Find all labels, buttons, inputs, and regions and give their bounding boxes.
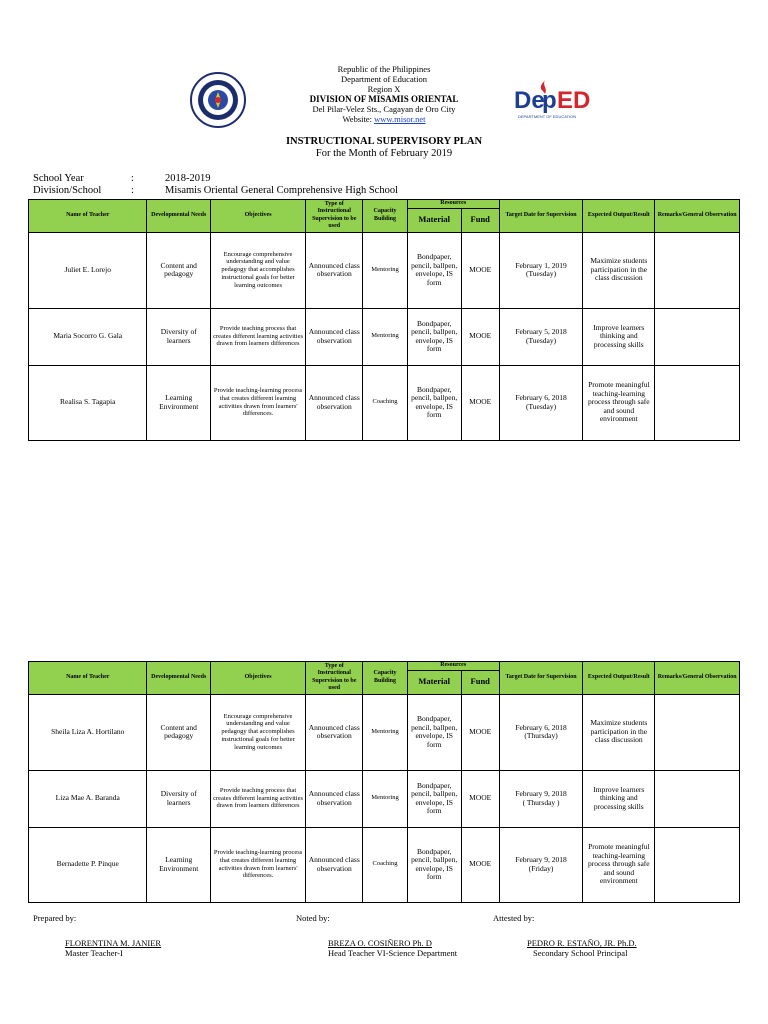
- col-type-of-supervision: Type of Instructional Supervision to be used: [306, 662, 363, 695]
- target-date-value: February 6, 2018: [515, 393, 567, 402]
- material: Bondpaper, pencil, ballpen, envelope, IS form: [407, 232, 461, 308]
- attested-by-role: Secondary School Principal: [533, 948, 628, 958]
- letterhead-division: DIVISION OF MISAMIS ORIENTAL: [309, 94, 459, 104]
- objectives: Encourage comprehensive understanding and value pedagogy that accomplishes instructional goals for better learning outcomes: [210, 694, 305, 770]
- col-expected-output: Expected Output/Result: [583, 200, 655, 233]
- letterhead-website-row: [240, 114, 528, 124]
- prepared-by-name: FLORENTINA M. JANIER: [65, 938, 162, 948]
- remarks: [655, 694, 740, 770]
- website-label: Website:: [342, 114, 372, 124]
- target-day: (Friday): [528, 863, 554, 873]
- supervision-type: Announced class observation: [306, 232, 363, 308]
- col-fund: Fund: [461, 208, 499, 232]
- col-resources: Resources: [407, 200, 499, 209]
- target-day: ( Thursday ): [522, 797, 560, 807]
- attested-by-label: Attested by:: [493, 913, 535, 923]
- material: Bondpaper, pencil, ballpen, envelope, IS form: [407, 308, 461, 365]
- supervision-type: Announced class observation: [306, 694, 363, 770]
- col-name-of-teacher: Name of Teacher: [29, 200, 147, 233]
- fund: MOOE: [461, 694, 499, 770]
- material: Bondpaper, pencil, ballpen, envelope, IS form: [407, 365, 461, 440]
- target-date-value: February 9, 2018: [515, 789, 567, 798]
- objectives: Provide teaching process that creates different learning activities drawn from learners differences: [210, 308, 305, 365]
- table-row: [29, 308, 740, 365]
- col-material: Material: [407, 670, 461, 694]
- expected-output: Improve learners thinking and processing skills: [583, 308, 655, 365]
- table-row: [29, 694, 740, 770]
- col-expected-output: Expected Output/Result: [583, 662, 655, 695]
- fund: MOOE: [461, 232, 499, 308]
- objectives: Provide teaching process that creates different learning activities drawn from learners differences: [210, 770, 305, 827]
- objectives: Encourage comprehensive understanding and value pedagogy that accomplishes instructional goals for better learning outcomes: [210, 232, 305, 308]
- col-developmental-needs: Developmental Needs: [147, 200, 210, 233]
- attested-by-name: PEDRO R. ESTAÑO, JR. Ph.D.: [527, 938, 637, 948]
- material: Bondpaper, pencil, ballpen, envelope, IS form: [407, 694, 461, 770]
- remarks: [655, 232, 740, 308]
- teacher-name: Bernadette P. Pinque: [29, 827, 147, 902]
- table-row: [29, 827, 740, 902]
- developmental-needs: Content and pedagogy: [147, 232, 210, 308]
- supervision-type: Announced class observation: [306, 770, 363, 827]
- table-row: [29, 232, 740, 308]
- table-1-body: [29, 232, 740, 440]
- objectives: Provide teaching-learning process that creates different learning activities drawn from learners' differences.: [210, 827, 305, 902]
- remarks: [655, 827, 740, 902]
- prepared-by-block: [33, 913, 263, 958]
- supervision-type: Announced class observation: [306, 365, 363, 440]
- attested-by-block: [493, 913, 693, 958]
- expected-output: Promote meaningful teaching-learning process through safe and sound environment: [583, 365, 655, 440]
- division-row: [33, 185, 398, 197]
- table-2-header: [29, 662, 740, 695]
- expected-output: Maximize students participation in the class discussion: [583, 694, 655, 770]
- target-date-value: February 5, 2018: [515, 327, 567, 336]
- target-date: [499, 770, 583, 827]
- target-date: [499, 694, 583, 770]
- remarks: [655, 308, 740, 365]
- teacher-name: Maria Socorro G. Gala: [29, 308, 147, 365]
- supervisory-plan-table-2: [28, 661, 740, 903]
- svg-text:De: De: [514, 87, 545, 114]
- fund: MOOE: [461, 365, 499, 440]
- table-1-header: [29, 200, 740, 233]
- expected-output: Maximize students participation in the class discussion: [583, 232, 655, 308]
- noted-by-name: BREZA O. COSIÑERO Ph. D: [328, 938, 432, 948]
- expected-output: Promote meaningful teaching-learning process through safe and sound environment: [583, 827, 655, 902]
- col-developmental-needs: Developmental Needs: [147, 662, 210, 695]
- teacher-name: Juliet E. Lorejo: [29, 232, 147, 308]
- developmental-needs: Learning Environment: [147, 827, 210, 902]
- table-row: [29, 365, 740, 440]
- remarks: [655, 365, 740, 440]
- target-date-value: February 6, 2018: [515, 722, 567, 732]
- division-colon: :: [131, 184, 134, 196]
- material: Bondpaper, pencil, ballpen, envelope, IS form: [407, 770, 461, 827]
- deped-logo-subtitle: DEPARTMENT OF EDUCATION: [518, 114, 577, 119]
- col-remarks: Remarks/General Observation: [655, 662, 740, 695]
- capacity-building: Coaching: [363, 827, 407, 902]
- fund: MOOE: [461, 770, 499, 827]
- target-date: [499, 365, 583, 440]
- svg-text:ED: ED: [557, 87, 591, 114]
- school-year-row: [33, 173, 398, 185]
- letterhead-line-3: Region X: [367, 84, 401, 94]
- target-date: [499, 308, 583, 365]
- table-row: [29, 770, 740, 827]
- attested-by-signature: [493, 938, 693, 958]
- target-date: [499, 827, 583, 902]
- target-day: (Thursday): [524, 731, 558, 740]
- noted-by-label: Noted by:: [296, 913, 330, 923]
- supervisory-plan-table-1: [28, 199, 740, 441]
- col-remarks: Remarks/General Observation: [655, 200, 740, 233]
- document-title-sub: For the Month of February 2019: [315, 148, 453, 159]
- capacity-building: Mentoring: [363, 770, 407, 827]
- prepared-by-role: Master Teacher-I: [65, 948, 123, 958]
- material: Bondpaper, pencil, ballpen, envelope, IS form: [407, 827, 461, 902]
- letterhead-line-1: Republic of the Philippines: [337, 64, 431, 74]
- letterhead-address: Del Pilar-Velez Sts., Cagayan de Oro City: [312, 104, 456, 114]
- letterhead: [240, 64, 528, 124]
- supervision-type: Announced class observation: [306, 827, 363, 902]
- developmental-needs: Diversity of learners: [147, 770, 210, 827]
- col-capacity-building: Capacity Building: [363, 200, 407, 233]
- developmental-needs: Learning Environment: [147, 365, 210, 440]
- developmental-needs: Content and pedagogy: [147, 694, 210, 770]
- col-type-of-supervision: Type of Instructional Supervision to be used: [306, 200, 363, 233]
- table-2-body: [29, 694, 740, 902]
- noted-by-role: Head Teacher VI-Science Department: [328, 948, 458, 958]
- division-label: Division/School: [33, 184, 102, 196]
- capacity-building: Mentoring: [363, 232, 407, 308]
- developmental-needs: Diversity of learners: [147, 308, 210, 365]
- capacity-building: Mentoring: [363, 694, 407, 770]
- division-value: Misamis Oriental General Comprehensive High School: [165, 184, 398, 196]
- document-meta: [33, 173, 398, 196]
- prepared-by-label: Prepared by:: [33, 913, 77, 923]
- letterhead-line-2: Department of Education: [341, 74, 427, 84]
- target-date-value: February 1, 2019: [515, 260, 567, 270]
- target-day: (Tuesday): [525, 401, 557, 411]
- school-year-label: School Year: [33, 173, 84, 184]
- noted-by-block: [296, 913, 526, 958]
- fund: MOOE: [461, 308, 499, 365]
- target-date: [499, 232, 583, 308]
- document-title-main: INSTRUCTIONAL SUPERVISORY PLAN: [285, 136, 483, 147]
- school-year-colon: :: [131, 173, 134, 184]
- expected-output: Improve learners thinking and processing skills: [583, 770, 655, 827]
- fund: MOOE: [461, 827, 499, 902]
- teacher-name: Liza Mae A. Baranda: [29, 770, 147, 827]
- col-fund: Fund: [461, 670, 499, 694]
- document-title: [140, 136, 628, 160]
- col-objectives: Objectives: [210, 200, 305, 233]
- svg-text:p: p: [542, 87, 557, 114]
- teacher-name: Realisa S. Tagapia: [29, 365, 147, 440]
- website-link[interactable]: www.misor.net: [374, 114, 426, 124]
- school-year-value: 2018-2019: [165, 173, 211, 184]
- col-resources: Resources: [407, 662, 499, 671]
- target-day: (Tuesday): [525, 269, 557, 278]
- col-capacity-building: Capacity Building: [363, 662, 407, 695]
- objectives: Provide teaching-learning process that creates different learning activities drawn from learners' differences.: [210, 365, 305, 440]
- col-target-date: Target Date for Supervision: [499, 200, 583, 233]
- col-name-of-teacher: Name of Teacher: [29, 662, 147, 695]
- teacher-name: Sheila Liza A. Hortilano: [29, 694, 147, 770]
- supervision-type: Announced class observation: [306, 308, 363, 365]
- capacity-building: Mentoring: [363, 308, 407, 365]
- remarks: [655, 770, 740, 827]
- col-objectives: Objectives: [210, 662, 305, 695]
- prepared-by-signature: [33, 938, 263, 958]
- capacity-building: Coaching: [363, 365, 407, 440]
- noted-by-signature: [296, 938, 526, 958]
- deped-seal-logo: [190, 72, 246, 128]
- col-material: Material: [407, 208, 461, 232]
- col-target-date: Target Date for Supervision: [499, 662, 583, 695]
- target-day: (Tuesday): [525, 335, 557, 345]
- target-date-value: February 9, 2018: [515, 855, 567, 864]
